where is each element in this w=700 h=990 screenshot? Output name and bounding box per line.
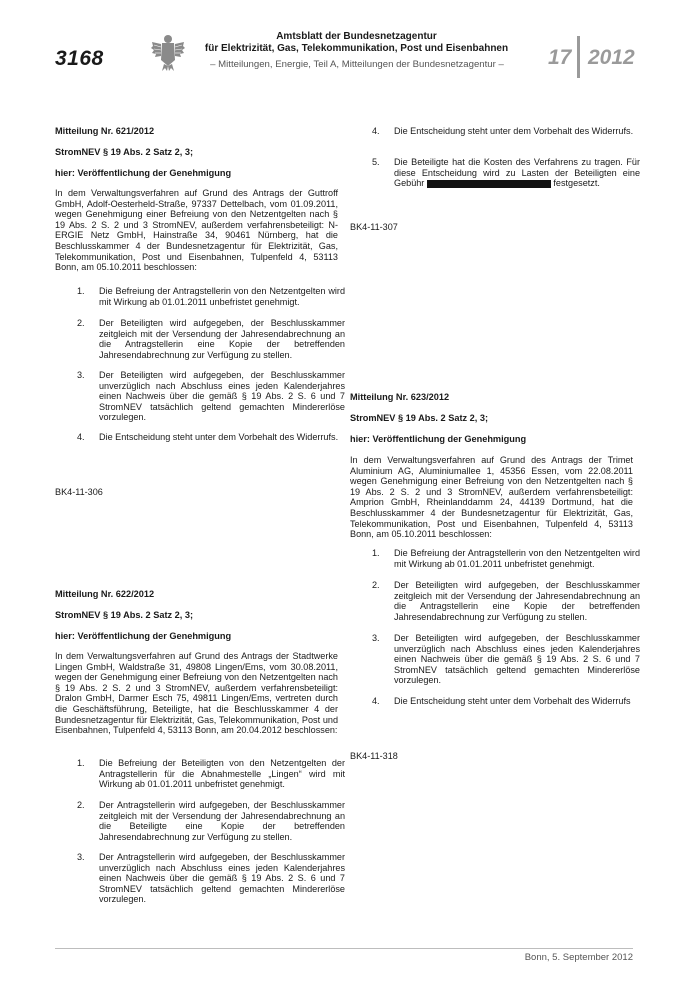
item-text: Die Entscheidung steht unter dem Vorbehalt des Widerrufs. <box>394 126 634 136</box>
item-number: 1. <box>77 758 85 768</box>
item-number: 3. <box>77 370 85 380</box>
item-text: Der Beteiligten wird aufgegeben, der Beschlusskammer unverzüglich nach Abschluss eines jeden Kalenderjahres einen Nachweis über die gemäß § 19 Abs. 2 S. 6 und 7 StromNEV tatsächlich geltend gemachten Mindererlöse vorzulegen. <box>99 370 345 423</box>
notice-621-item-1 <box>77 286 345 307</box>
notice-621-item-2 <box>77 318 345 360</box>
item-text: Der Beteiligten wird aufgegeben, der Beschlusskammer zeitgleich mit der Versendung der Jahresendabrechnung an die Antragstellerin eine Kopie der betreffenden Jahresendabrechnung zur Verfügung zu stellen. <box>99 318 345 360</box>
footer-date: Bonn, 5. September 2012 <box>524 952 633 963</box>
item-text <box>394 157 640 189</box>
item-text: Die Befreiung der Beteiligten von den Netzentgelten der Antragstellerin für die Abnahmestelle „Lingen“ wird mit Wirkung ab 01.01.2011 unbefristet genehmigt. <box>99 758 345 790</box>
notice-623-item-3 <box>372 633 640 686</box>
item-number: 3. <box>372 633 380 643</box>
notice-623-item-4 <box>372 696 640 707</box>
notice-622-subject: hier: Veröffentlichung der Genehmigung <box>55 631 232 641</box>
federal-eagle-icon <box>150 30 186 72</box>
notice-623-subject: hier: Veröffentlichung der Genehmigung <box>350 434 527 444</box>
item-number: 2. <box>77 800 85 810</box>
item-number: 4. <box>372 696 380 706</box>
notice-621-law: StromNEV § 19 Abs. 2 Satz 2, 3; <box>55 147 194 157</box>
item-text: Der Beteiligten wird aufgegeben, der Beschlusskammer zeitgleich mit der Versendung der Jahresendabrechnung an die Antragstellerin eine Kopie der betreffenden Jahresendabrechnung zur Verfügung zu stellen. <box>394 580 640 622</box>
notice-622-title: Mitteilung Nr. 622/2012 <box>55 589 155 599</box>
item-text-b: festgesetzt. <box>550 178 600 189</box>
notice-623-reference: BK4-11-318 <box>350 751 398 761</box>
notice-621-subject: hier: Veröffentlichung der Genehmigung <box>55 168 232 178</box>
notice-623-item-2 <box>372 580 640 622</box>
footer-divider <box>55 948 633 949</box>
publication-title <box>200 31 513 55</box>
publication-subtitle: – Mitteilungen, Energie, Teil A, Mitteilungen der Bundesnetzagentur – <box>210 59 504 70</box>
page-number: 3168 <box>55 47 104 70</box>
notice-622-item-3 <box>77 852 345 905</box>
item-number: 1. <box>77 286 85 296</box>
item-text: Der Antragstellerin wird aufgegeben, der Beschlusskammer unverzüglich nach Abschluss eines jeden Kalenderjahres einen Nachweis über die gemäß § 19 Abs. 2 S. 6 und 7 StromNEV tatsächlich geltend gemachten Mindererlöse vorzulegen. <box>99 852 345 905</box>
item-number: 2. <box>77 318 85 328</box>
item-number: 4. <box>372 126 380 136</box>
notice-622-intro: In dem Verwaltungsverfahren auf Grund des Antrags der Stadtwerke Lingen GmbH, Waldstraße 31, 49808 Lingen/Ems, vom 30.08.2011, wegen der Genehmigung einer Befreiung von den Netzentgelten nach § 19 Abs. 2 S. 2 und 3 StromNEV, außerdem verfahrensbeteiligt: Dralon GmbH, Darmer Esch 75, 49811 Lingen/Ems, vertreten durch die Geschäftsführung, Beteiligte, hat die Beschlusskammer 4 der Bundesnetzagentur für Elektrizität, Gas, Telekommunikation, Post und Eisenbahnen, Tulpenfeld 4, 53113 Bonn, am 20.04.2012 beschlossen: <box>55 651 338 736</box>
notice-621-reference: BK4-11-306 <box>55 487 103 497</box>
issue-number: 17 <box>548 46 572 69</box>
item-text-a: Die Beteiligte hat die Kosten des Verfahrens zu tragen. Für diese Entscheidung wird zu Lasten der Beteiligten eine Gebühr <box>394 157 640 189</box>
publication-title-line-2: für Elektrizität, Gas, Telekommunikation, Post und Eisenbahnen <box>204 43 509 54</box>
notice-623-title: Mitteilung Nr. 623/2012 <box>350 392 450 402</box>
notice-622-item-5 <box>372 157 640 189</box>
item-number: 3. <box>77 852 85 862</box>
item-text: Die Befreiung der Antragstellerin von den Netzentgelten wird mit Wirkung ab 01.01.2011 unbefristet genehmigt. <box>394 548 640 569</box>
notice-622-reference: BK4-11-307 <box>350 222 398 232</box>
issue-divider <box>577 36 580 78</box>
notice-622-law: StromNEV § 19 Abs. 2 Satz 2, 3; <box>55 610 194 620</box>
item-number: 4. <box>77 432 85 442</box>
item-text: Die Befreiung der Antragstellerin von den Netzentgelten wird mit Wirkung ab 01.01.2011 unbefristet genehmigt. <box>99 286 345 307</box>
item-text: Die Entscheidung steht unter dem Vorbehalt des Widerrufs <box>394 696 631 706</box>
redacted-fee <box>427 180 551 188</box>
notice-621-item-3 <box>77 370 345 423</box>
notice-623-intro: In dem Verwaltungsverfahren auf Grund des Antrags der Trimet Aluminium AG, Aluminiumallee 1, 45356 Essen, vom 22.08.2011 wegen Genehmigung einer Befreiung von den Netzentgelten nach § 19 Abs. 2 S. 2 und 3 StromNEV, außerdem verfahrensbeteiligt: Amprion GmbH, Rheinlanddamm 24, 44139 Dortmund, hat die Beschlusskammer 4 der Bundesnetzagentur für Elektrizität, Gas, Telekommunikation, Post und Eisenbahnen, Tulpenfeld 4, 53113 Bonn, am 05.10.2011 beschlossen: <box>350 455 633 540</box>
notice-623-law: StromNEV § 19 Abs. 2 Satz 2, 3; <box>350 413 489 423</box>
notice-622-item-1 <box>77 758 345 790</box>
item-text: Die Entscheidung steht unter dem Vorbehalt des Widerrufs. <box>99 432 339 442</box>
item-number: 1. <box>372 548 380 558</box>
item-text: Der Beteiligten wird aufgegeben, der Beschlusskammer unverzüglich nach Abschluss eines jeden Kalenderjahres einen Nachweis über die gemäß § 19 Abs. 2 S. 6 und 7 StromNEV tatsächlich geltend gemachten Mindererlöse vorzulegen. <box>394 633 640 686</box>
item-number: 5. <box>372 157 380 167</box>
publication-title-line-1: Amtsblatt der Bundesnetzagentur <box>276 31 437 42</box>
notice-621-title: Mitteilung Nr. 621/2012 <box>55 126 155 136</box>
notice-621-intro: In dem Verwaltungsverfahren auf Grund des Antrags der Guttroff GmbH, Adolf-Oesterheld-Straße, 97337 Dettelbach, vom 01.09.2011, wegen Genehmigung einer Befreiung von den Netzentgelten nach § 19 Abs. 2 S. 2 und 3 StromNEV, außerdem verfahrensbeteiligt: N-ERGIE Netz GmbH, Hainstraße 34, 90461 Nürnberg, hat die Beschlusskammer 4 der Bundesnetzagentur für Elektrizität, Gas, Telekommunikation, Post und Eisenbahnen, Tulpenfeld 4, 53113 Bonn, am 05.10.2011 beschlossen: <box>55 188 338 273</box>
notice-622-item-2 <box>77 800 345 842</box>
notice-622-item-4 <box>372 126 640 137</box>
item-text: Der Antragstellerin wird aufgegeben, der Beschlusskammer zeitgleich mit der Versendung der Jahresendabrechnung an die Beteiligte eine Kopie der betreffenden Jahresendabrechnung zur Verfügung zu stellen. <box>99 800 345 842</box>
notice-623-item-1 <box>372 548 640 569</box>
item-number: 2. <box>372 580 380 590</box>
issue-year: 2012 <box>588 46 635 69</box>
notice-621-item-4 <box>77 432 345 443</box>
